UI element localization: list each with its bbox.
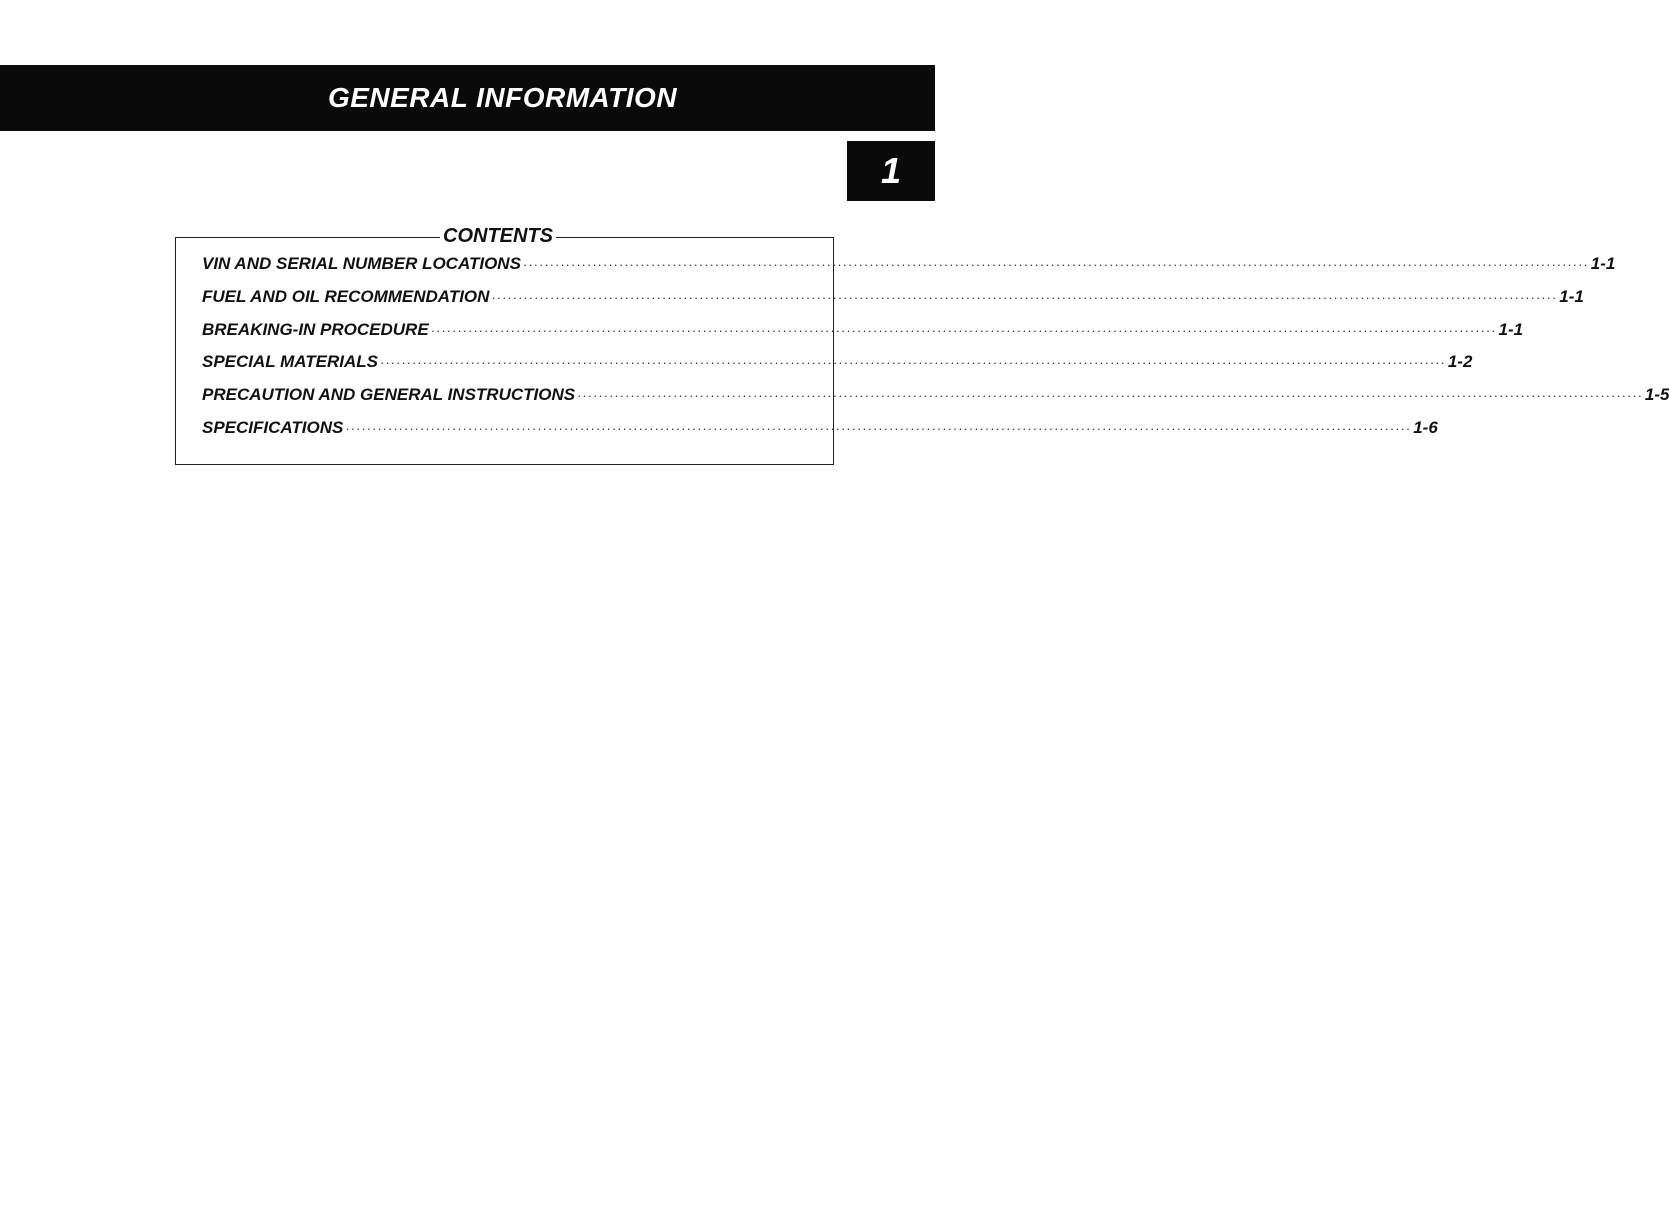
toc-item-label: SPECIAL MATERIALS: [202, 352, 378, 372]
page-title: GENERAL INFORMATION: [327, 82, 678, 113]
toc-item[interactable]: [202, 417, 1438, 451]
toc-item-label: PRECAUTION AND GENERAL INSTRUCTIONS: [202, 385, 576, 405]
dot-leader: ········································································································································································································: [345, 420, 1412, 436]
dot-leader: ········································································································································································································: [577, 388, 1643, 404]
dot-leader: ········································································································································································································: [380, 355, 1446, 371]
toc-item-page: 1-2: [1447, 352, 1473, 372]
toc-item-label: VIN AND SERIAL NUMBER LOCATIONS: [202, 254, 521, 273]
toc-item-label: FUEL AND OIL RECOMMENDATION: [202, 286, 490, 306]
toc-item[interactable]: [202, 286, 1584, 320]
toc-item-page: 1-6: [1413, 417, 1438, 437]
toc-item-page: 1-1: [1590, 254, 1616, 273]
dot-leader: ········································································································································································································: [522, 257, 1589, 272]
section-tab: 1: [847, 141, 935, 201]
toc-item[interactable]: [202, 254, 1616, 287]
toc-item[interactable]: [202, 319, 1524, 353]
contents-title: CONTENTS: [440, 222, 556, 250]
dot-leader: ········································································································································································································: [430, 322, 1497, 338]
toc-item-page: 1-1: [1559, 286, 1584, 306]
toc-item[interactable]: [202, 385, 1669, 418]
toc-item[interactable]: [202, 352, 1473, 385]
toc-list: [202, 254, 1669, 451]
toc-item-label: SPECIFICATIONS: [202, 417, 344, 437]
toc-item-page: 1-5: [1644, 385, 1669, 405]
toc-item-label: BREAKING-IN PROCEDURE: [202, 319, 429, 339]
dot-leader: ········································································································································································································: [491, 289, 1558, 305]
toc-item-page: 1-1: [1498, 319, 1524, 339]
